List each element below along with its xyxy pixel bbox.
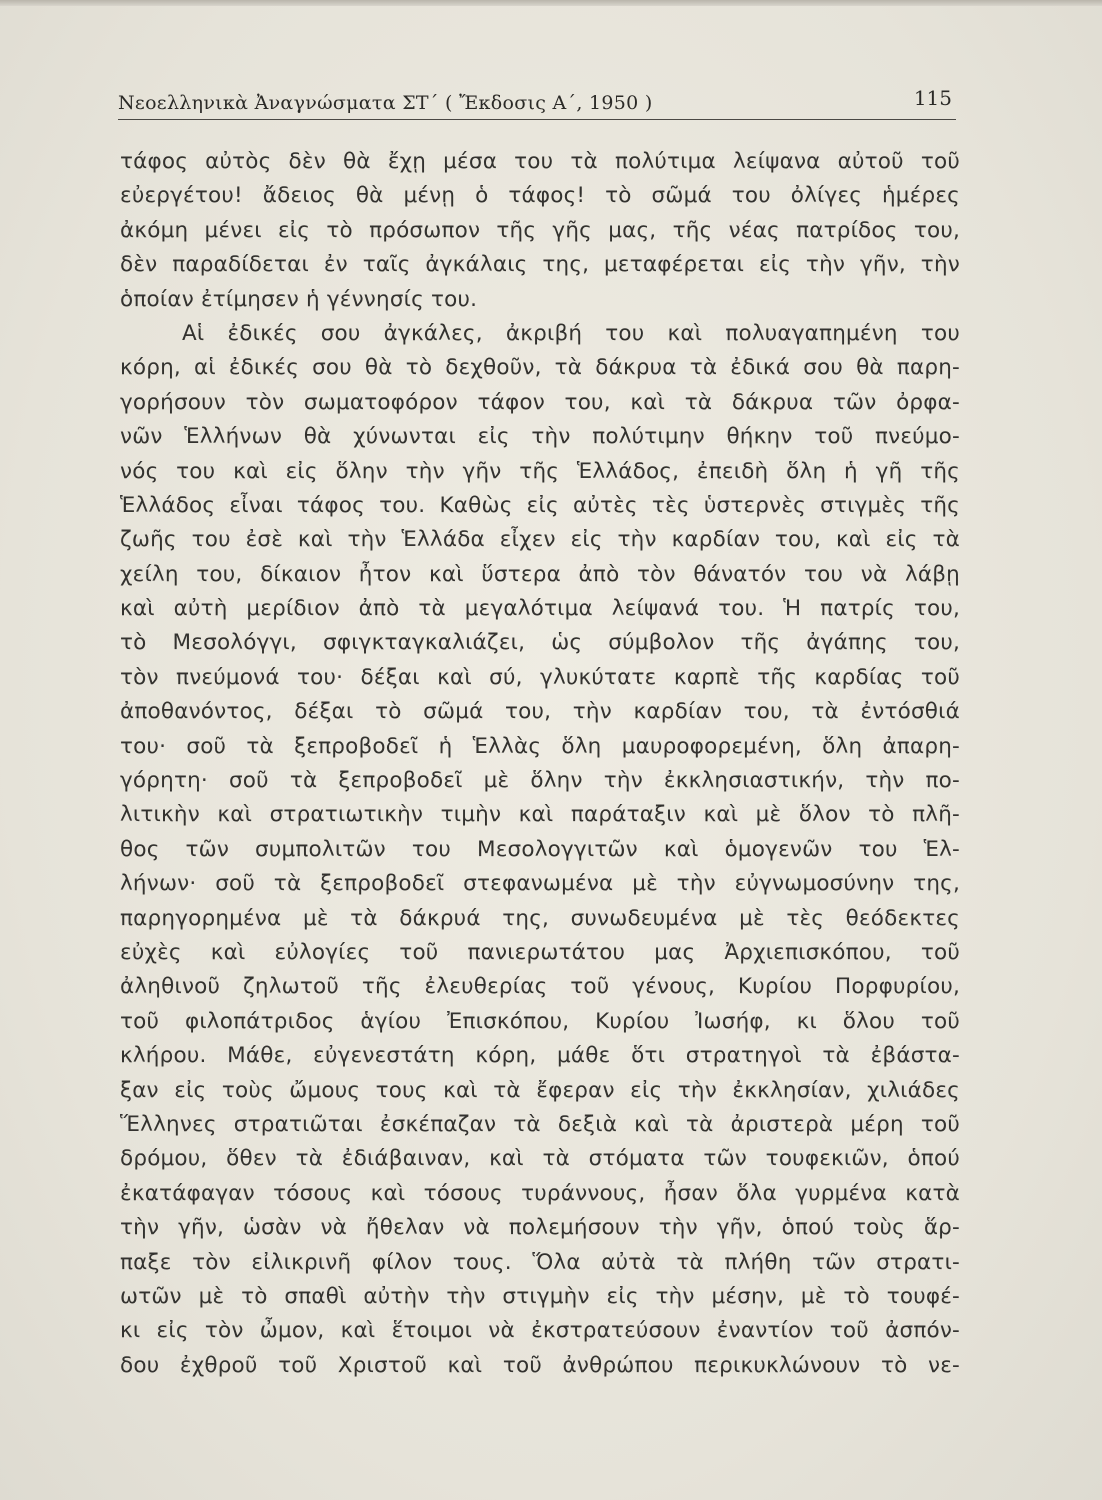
text-line: γόρητη· σοῦ τὰ ξεπροβοδεῖ μὲ ὅλην τὴν ἐκκλησιαστικήν, τὴν πο- [120, 768, 960, 794]
text-line: νός του καὶ εἰς ὅλην τὴν γῆν τῆς Ἑλλάδος, ἐπειδὴ ὅλη ἡ γῆ τῆς [120, 458, 960, 484]
text-line: ἀποθανόντος, δέξαι τὸ σῶμά του, τὴν καρδίαν του, τὰ ἐντόσθιά [120, 699, 960, 725]
text-line: λήνων· σοῦ τὰ ξεπροβοδεῖ στεφανωμένα μὲ τὴν εὐγνωμοσύνην της, [120, 871, 960, 897]
text-line: τὴν γῆν, ὡσὰν νὰ ἤθελαν νὰ πολεμήσουν τὴν γῆν, ὁπού τοὺς ἅρ- [120, 1215, 960, 1241]
text-line: παξε τὸν εἰλικρινῆ φίλον τους. Ὅλα αὐτὰ τὰ πλήθη τῶν στρατι- [120, 1249, 960, 1275]
body-text [120, 145, 960, 1383]
text-line: Ἑλλάδος εἶναι τάφος του. Καθὼς εἰς αὐτὲς τὲς ὑστερνὲς στιγμὲς τῆς [120, 492, 960, 518]
text-line: Ἕλληνες στρατιῶται ἐσκέπαζαν τὰ δεξιὰ καὶ τὰ ἀριστερὰ μέρη τοῦ [120, 1111, 960, 1137]
text-line: ωτῶν μὲ τὸ σπαθὶ αὐτὴν τὴν στιγμὴν εἰς τὴν μέσην, μὲ τὸ τουφέ- [120, 1283, 960, 1309]
header-rule [118, 119, 956, 120]
text-line: ὁποίαν ἐτίμησεν ἡ γέννησίς του. [120, 286, 478, 312]
text-line: τοῦ φιλοπάτριδος ἁγίου Ἐπισκόπου, Κυρίου Ἰωσήφ, κι ὅλου τοῦ [120, 1008, 960, 1034]
text-line: ἐκατάφαγαν τόσους καὶ τόσους τυράννους, ἦσαν ὅλα γυρμένα κατὰ [120, 1180, 960, 1206]
text-line: δρόμου, ὅθεν τὰ ἐδιάβαιναν, καὶ τὰ στόματα τῶν τουφεκιῶν, ὁπού [120, 1146, 960, 1172]
text-line: τὸν πνεύμονά του· δέξαι καὶ σύ, γλυκύτατε καρπὲ τῆς καρδίας τοῦ [120, 664, 960, 690]
running-header [118, 86, 958, 126]
text-line: χείλη του, δίκαιον ἦτον καὶ ὕστερα ἀπὸ τὸν θάνατόν του νὰ λάβῃ [120, 561, 960, 587]
text-line: κόρη, αἱ ἐδικές σου θὰ τὸ δεχθοῦν, τὰ δάκρυα τὰ ἐδικά σου θὰ παρη- [120, 355, 960, 381]
text-line: τάφος αὐτὸς δὲν θὰ ἔχῃ μέσα του τὰ πολύτιμα λείψανα αὐτοῦ τοῦ [120, 149, 960, 174]
text-line: νῶν Ἑλλήνων θὰ χύνωνται εἰς τὴν πολύτιμην θήκην τοῦ πνεύμο- [120, 424, 960, 450]
text-line: παρηγορημένα μὲ τὰ δάκρυά της, συνωδευμένα μὲ τὲς θεόδεκτες [120, 905, 960, 931]
text-line: καὶ αὐτὴ μερίδιον ἀπὸ τὰ μεγαλότιμα λείψανά του. Ἡ πατρίς του, [120, 596, 960, 622]
text-line: θος τῶν συμπολιτῶν του Μεσολογγιτῶν καὶ ὁμογενῶν του Ἑλ- [120, 836, 960, 862]
page-number: 115 [913, 86, 952, 110]
text-line: εὐεργέτου! ἄδειος θὰ μένῃ ὁ τάφος! τὸ σῶμά του ὀλίγες ἡμέρες [120, 183, 960, 209]
text-line: ἀληθινοῦ ζηλωτοῦ τῆς ἐλευθερίας τοῦ γένους, Κυρίου Πορφυρίου, [120, 974, 960, 1000]
text-line: εὐχὲς καὶ εὐλογίες τοῦ πανιερωτάτου μας Ἀρχιεπισκόπου, τοῦ [120, 939, 960, 965]
text-line: ζωῆς του ἐσὲ καὶ τὴν Ἑλλάδα εἶχεν εἰς τὴν καρδίαν του, καὶ εἰς τὰ [120, 527, 960, 553]
text-line: του· σοῦ τὰ ξεπροβοδεῖ ἡ Ἑλλὰς ὅλη μαυροφορεμένη, ὅλη ἀπαρη- [120, 733, 960, 759]
text-line: γορήσουν τὸν σωματοφόρον τάφον του, καὶ τὰ δάκρυα τῶν ὀρφα- [120, 389, 960, 415]
header-title: Νεοελληνικὰ Ἀναγνώσματα ΣΤ΄ ( Ἔκδοσις Α΄, 1950 ) [118, 92, 653, 114]
text-line: λιτικὴν καὶ στρατιωτικὴν τιμὴν καὶ παράταξιν καὶ μὲ ὅλον τὸ πλῆ- [120, 802, 960, 828]
text-line: κι εἰς τὸν ὦμον, καὶ ἕτοιμοι νὰ ἐκστρατεύσουν ἐναντίον τοῦ ἀσπόν- [120, 1318, 960, 1344]
text-line: ξαν εἰς τοὺς ὤμους τους καὶ τὰ ἔφεραν εἰς τὴν ἐκκλησίαν, χιλιάδες [120, 1077, 960, 1103]
text-line: κλήρου. Μάθε, εὐγενεστάτη κόρη, μάθε ὅτι στρατηγοὶ τὰ ἐβάστα- [120, 1043, 960, 1069]
text-line: ἀκόμη μένει εἰς τὸ πρόσωπον τῆς γῆς μας, τῆς νέας πατρίδος του, [120, 217, 960, 243]
page-top-edge [0, 0, 1102, 6]
text-line: δου ἐχθροῦ τοῦ Χριστοῦ καὶ τοῦ ἀνθρώπου περικυκλώνουν τὸ νε- [120, 1352, 960, 1378]
text-line: Αἱ ἐδικές σου ἀγκάλες, ἀκριβή του καὶ πολυαγαπημένη του [182, 320, 960, 346]
text-line: δὲν παραδίδεται ἐν ταῖς ἀγκάλαις της, μεταφέρεται εἰς τὴν γῆν, τὴν [120, 252, 960, 278]
text-line: τὸ Μεσολόγγι, σφιγκταγκαλιάζει, ὡς σύμβολον τῆς ἀγάπης του, [120, 630, 960, 656]
